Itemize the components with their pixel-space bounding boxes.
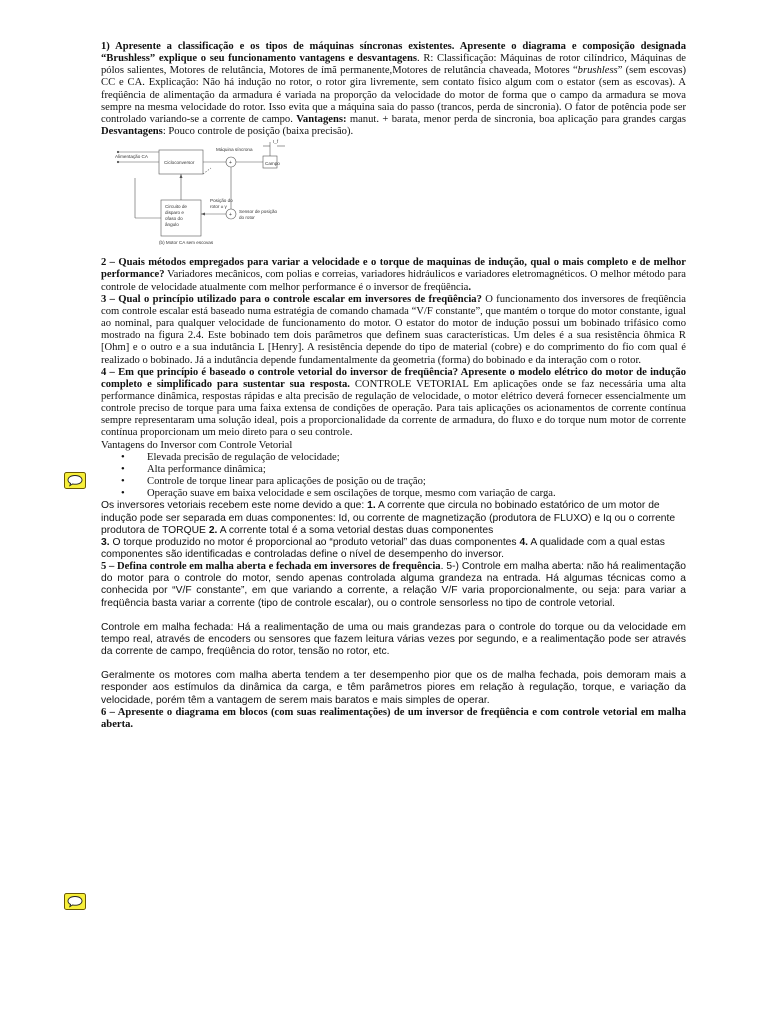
q1-text1: . R: Classificação: Máquinas de rotor cilíndrico, Máquinas de pólos salientes, Motores de relutância, Motores de ímã permanente,Motores de relutância chaveada, Motores “ [101,53,686,77]
q1-text4: : Pouco controle de posição (baixa precisão). [162,126,354,138]
diagram-label-cicloconversor: Cicloconversor [164,160,195,166]
q5-heading: 5 – Defina controle em malha aberta e fechada em inversores de frequência [101,561,441,573]
q4-advantages-list [101,452,686,501]
diagram-label-posicao-1: rotor ± γ [210,204,227,210]
q2-end: . [468,281,472,293]
q3-text: O funcionamento dos inversores de freqüência com controle escalar está baseado numa estratégia de comando chamada “V/F constante”, que mantém o torque do motor constante, igual ao nominal, para qualquer velocidade de funcionamento do motor. O estator do motor de indução possui um bobinado trifásico como mostrado na figura 2.4. Este bobinado tem dois parâmetros que definem suas características. Um deles é a sua resistência ôhmica R [Ohm] e o outro e a sua indutância L [Henry]. A resistência depende do tipo de material (cobre) e do comprimento do fio com qual é realizado o bobinado. Já a indutância depende fundamentalmente da geometria (forma) do bobinado e da interação com o rotor. [101,293,686,366]
document-page [101,41,686,731]
diagram-label-posicao-0: Posição do [210,198,233,204]
diagram-label-circuito-0: Circuito de [165,204,187,210]
q4-p3-n4: 4. [519,536,529,548]
diagram-plus-sign: + [229,160,232,167]
diagram-label-circuito-2: ofaso do [165,216,183,222]
q1-vantagens-label: Vantagens: [296,113,347,125]
diagram-label-alimentacao: Alimentação CA [115,154,148,160]
diagram-label-if: I_f [273,139,279,145]
q4-heading: 4 – Em que princípio é baseado o controle vetorial do inversor de freqüência? Apresente o modelo elétrico do motor de indução completo e simplificado para sustentar sua resposta. [101,366,686,390]
q4-p2-n1: 1. [367,500,376,512]
brushless-motor-diagram [115,138,295,246]
diagram-label-sensor-0: Sensor de posição [239,209,278,215]
q4-p2-a: Os inversores vetoriais recebem este nome devido a que: [101,500,368,512]
q1-heading: 1) Apresente a classificação e os tipos de máquinas síncronas existentes. Apresente o diagrama e composição designada “Brushless” explique o seu funcionamento vantagens e desvantagens [101,41,686,65]
q4-p3-n3: 3. [101,536,110,548]
list-item: • Alta performance dinâmica; [101,464,686,476]
q4-p2-c: A corrente total é a soma vetorial destas duas componentes [217,524,494,536]
q5-closed-loop: Controle em malha fechada: Há a realimentação de uma ou mais grandezas para o controle do torque ou da velocidade em tempo real, através de encoders ou sensores que fazem leitura várias vezes por segundo, e a realimentação pode ser através da corrente de campo, freqüência do rotor, tensão no rotor, etc. [101,621,686,658]
q1-brushless: brushless [577,65,618,77]
q5-text: . 5-) Controle em malha aberta: não há realimentação do motor para o controle do motor, sendo apenas controlada alguma grandeza na entrada. Há algumas técnicas como a conhecida por “V/F constante”, em que variando a corrente, a relação V/F varia proporcionalmente, ou seja: para variar a freqüência basta variar a corrente (tipo de controle escalar), ou o controle sensorless no tipo de controle vetorial. [101,561,686,609]
question-2 [101,257,686,293]
q4-p3-b: A qualidade com a qual estas componentes são identificadas e controladas define o nível de desempenho do inversor. [101,536,665,560]
q4-paragraph-3 [101,537,686,561]
q4-p2-iq: Iq ou o corrente produtora de TORQUE [101,512,676,536]
q1-desvantagens-label: Desvantagens [101,126,163,138]
list-item: • Operação suave em baixa velocidade e sem oscilações de torque, mesmo com variação de carga. [101,488,686,500]
diagram-label-circuito-1: disparo e [165,210,184,216]
diagram-label-maquina: Máquina síncrona [216,147,253,153]
q4-p2-n2: 2. [208,524,218,536]
diagram-label-sensor-1: do rotor [239,215,255,221]
diagram-label-campo: Campo [265,161,280,167]
question-1 [101,41,686,138]
q2-heading: 2 – Quais métodos empregados para variar a velocidade e o torque de maquinas de indução, qual o mais completo e de melhor performance? [101,257,686,281]
q4-text: CONTROLE VETORIAL Em aplicações onde se faz necessária uma alta performance dinâmica, respostas rápidas e alta precisão de regulação de velocidade, o motor elétrico deverá fornecer essencialmente um controle preciso de torque para uma faixa extensa de condições de operação. Para tais aplicações os acionamentos de corrente contínua sempre representaram uma solução ideal, pois a proporcionalidade da corrente de armadura, do fluxo e do torque num motor de corrente contínua proporcionam um meio direto para o seu controle. [101,378,687,439]
q4-p3-a: O torque produzido no motor é proporcional ao “produto vetorial” das duas componentes [109,536,520,548]
question-6: 6 – Apresente o diagrama em blocos (com suas realimentações) de um inversor de freqüência e com controle vetorial em malha aberta. [101,706,686,730]
question-3 [101,294,686,367]
q1-text2: ” (sem escovas) CC e CA. Explicação: Não há indução no rotor, o rotor gira livremente, sem contato físico algum com o estator (sem as escovas). A freqüência de alimentação da armadura é variada na proporção da velocidade do motor de forma que o campo da armadura se mova sempre na mesma velocidade do rotor. Isso evita que a máquina saia do passo (trancos, perda de sincronia). O fator de potência pode ser controlado variando-se a corrente de campo. [101,65,686,125]
comment-note-icon[interactable] [64,472,86,489]
q2-text: Variadores mecânicos, com polias e correias, variadores hidráulicos e variadores eletromagnéticos. O melhor método para controle de velocidade atualmente com melhor performance é o inversor de freqüência [101,269,686,293]
diagram-plus-sign-2: + [229,212,232,219]
q4-paragraph-2 [101,500,686,536]
question-5 [101,561,686,610]
list-item: • Controle de torque linear para aplicações de posição ou de tração; [101,476,686,488]
q1-text3: manut. + barata, menor perda de sincronia, boa aplicação para grandes cargas [346,113,686,125]
question-4 [101,367,686,440]
list-item: • Elevada precisão de regulação de velocidade; [101,452,686,464]
q5-general: Geralmente os motores com malha aberta tendem a ter desempenho pior que os de malha fechada, pois demoram mais a responder aos estímulos da dinâmica da carga, e têm parâmetros piores em relação à regulação, torque, e variação da velocidade, porém têm a vantagem de serem mais baratos e mais simples de operar. [101,670,686,706]
diagram-caption: (b) Motor CA sem escovas [159,240,214,246]
q4-advantages-title: Vantagens do Inversor com Controle Vetorial [101,439,293,451]
comment-note-icon[interactable] [64,893,86,910]
diagram-label-circuito-3: ângulo [165,222,179,228]
q3-heading: 3 – Qual o princípio utilizado para o controle escalar em inversores de freqüência? [101,293,482,305]
q4-p2-b: A corrente que circula no bobinado estatórico de um motor de indução pode ser separada em duas componentes: Id, ou corrente de magnetização (produtora de FLUXO) e [101,500,660,524]
